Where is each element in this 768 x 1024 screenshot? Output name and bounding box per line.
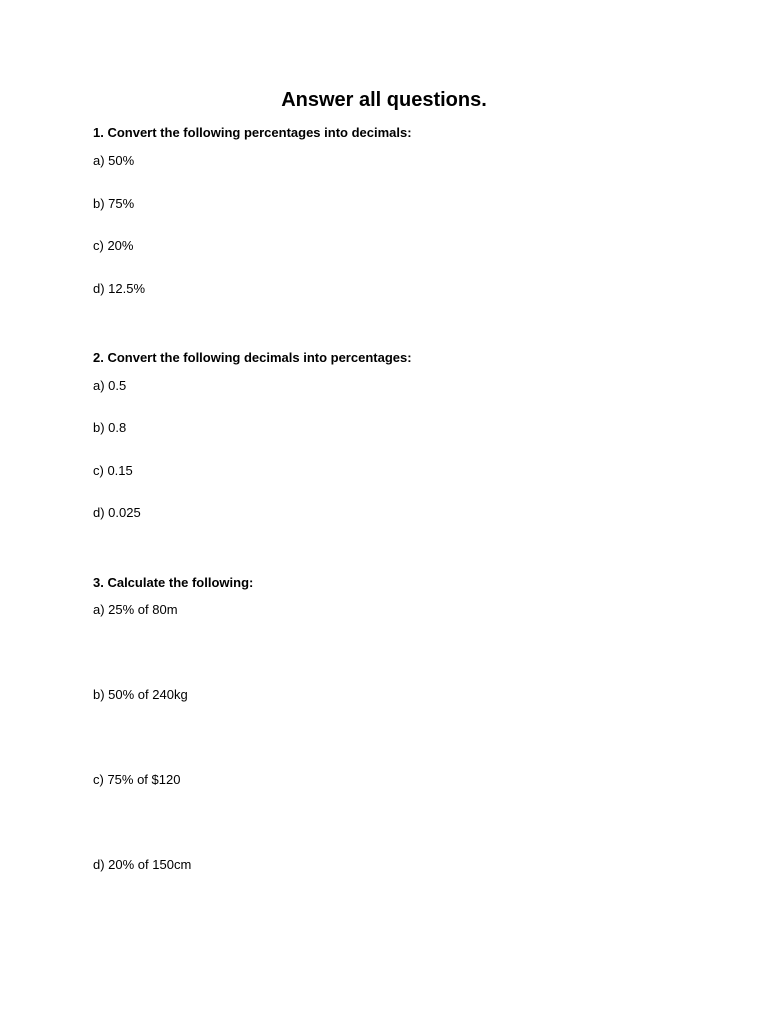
- question-item: b) 0.8: [93, 420, 127, 435]
- question-heading: 3. Calculate the following:: [93, 575, 254, 590]
- question-item: d) 12.5%: [93, 281, 146, 296]
- question-item: c) 75% of $120: [93, 772, 181, 787]
- question-item: c) 20%: [93, 238, 134, 253]
- question-heading: 1. Convert the following percentages into decimals:: [93, 125, 412, 140]
- question-item: a) 0.5: [93, 378, 127, 393]
- question-item: d) 20% of 150cm: [93, 857, 192, 872]
- page-title: Answer all questions.: [281, 89, 487, 111]
- question-item: c) 0.15: [93, 463, 133, 478]
- question-item: a) 25% of 80m: [93, 602, 178, 617]
- question-heading: 2. Convert the following decimals into percentages:: [93, 350, 412, 365]
- question-item: a) 50%: [93, 153, 135, 168]
- question-item: b) 50% of 240kg: [93, 687, 188, 702]
- question-item: b) 75%: [93, 196, 135, 211]
- question-item: d) 0.025: [93, 505, 141, 520]
